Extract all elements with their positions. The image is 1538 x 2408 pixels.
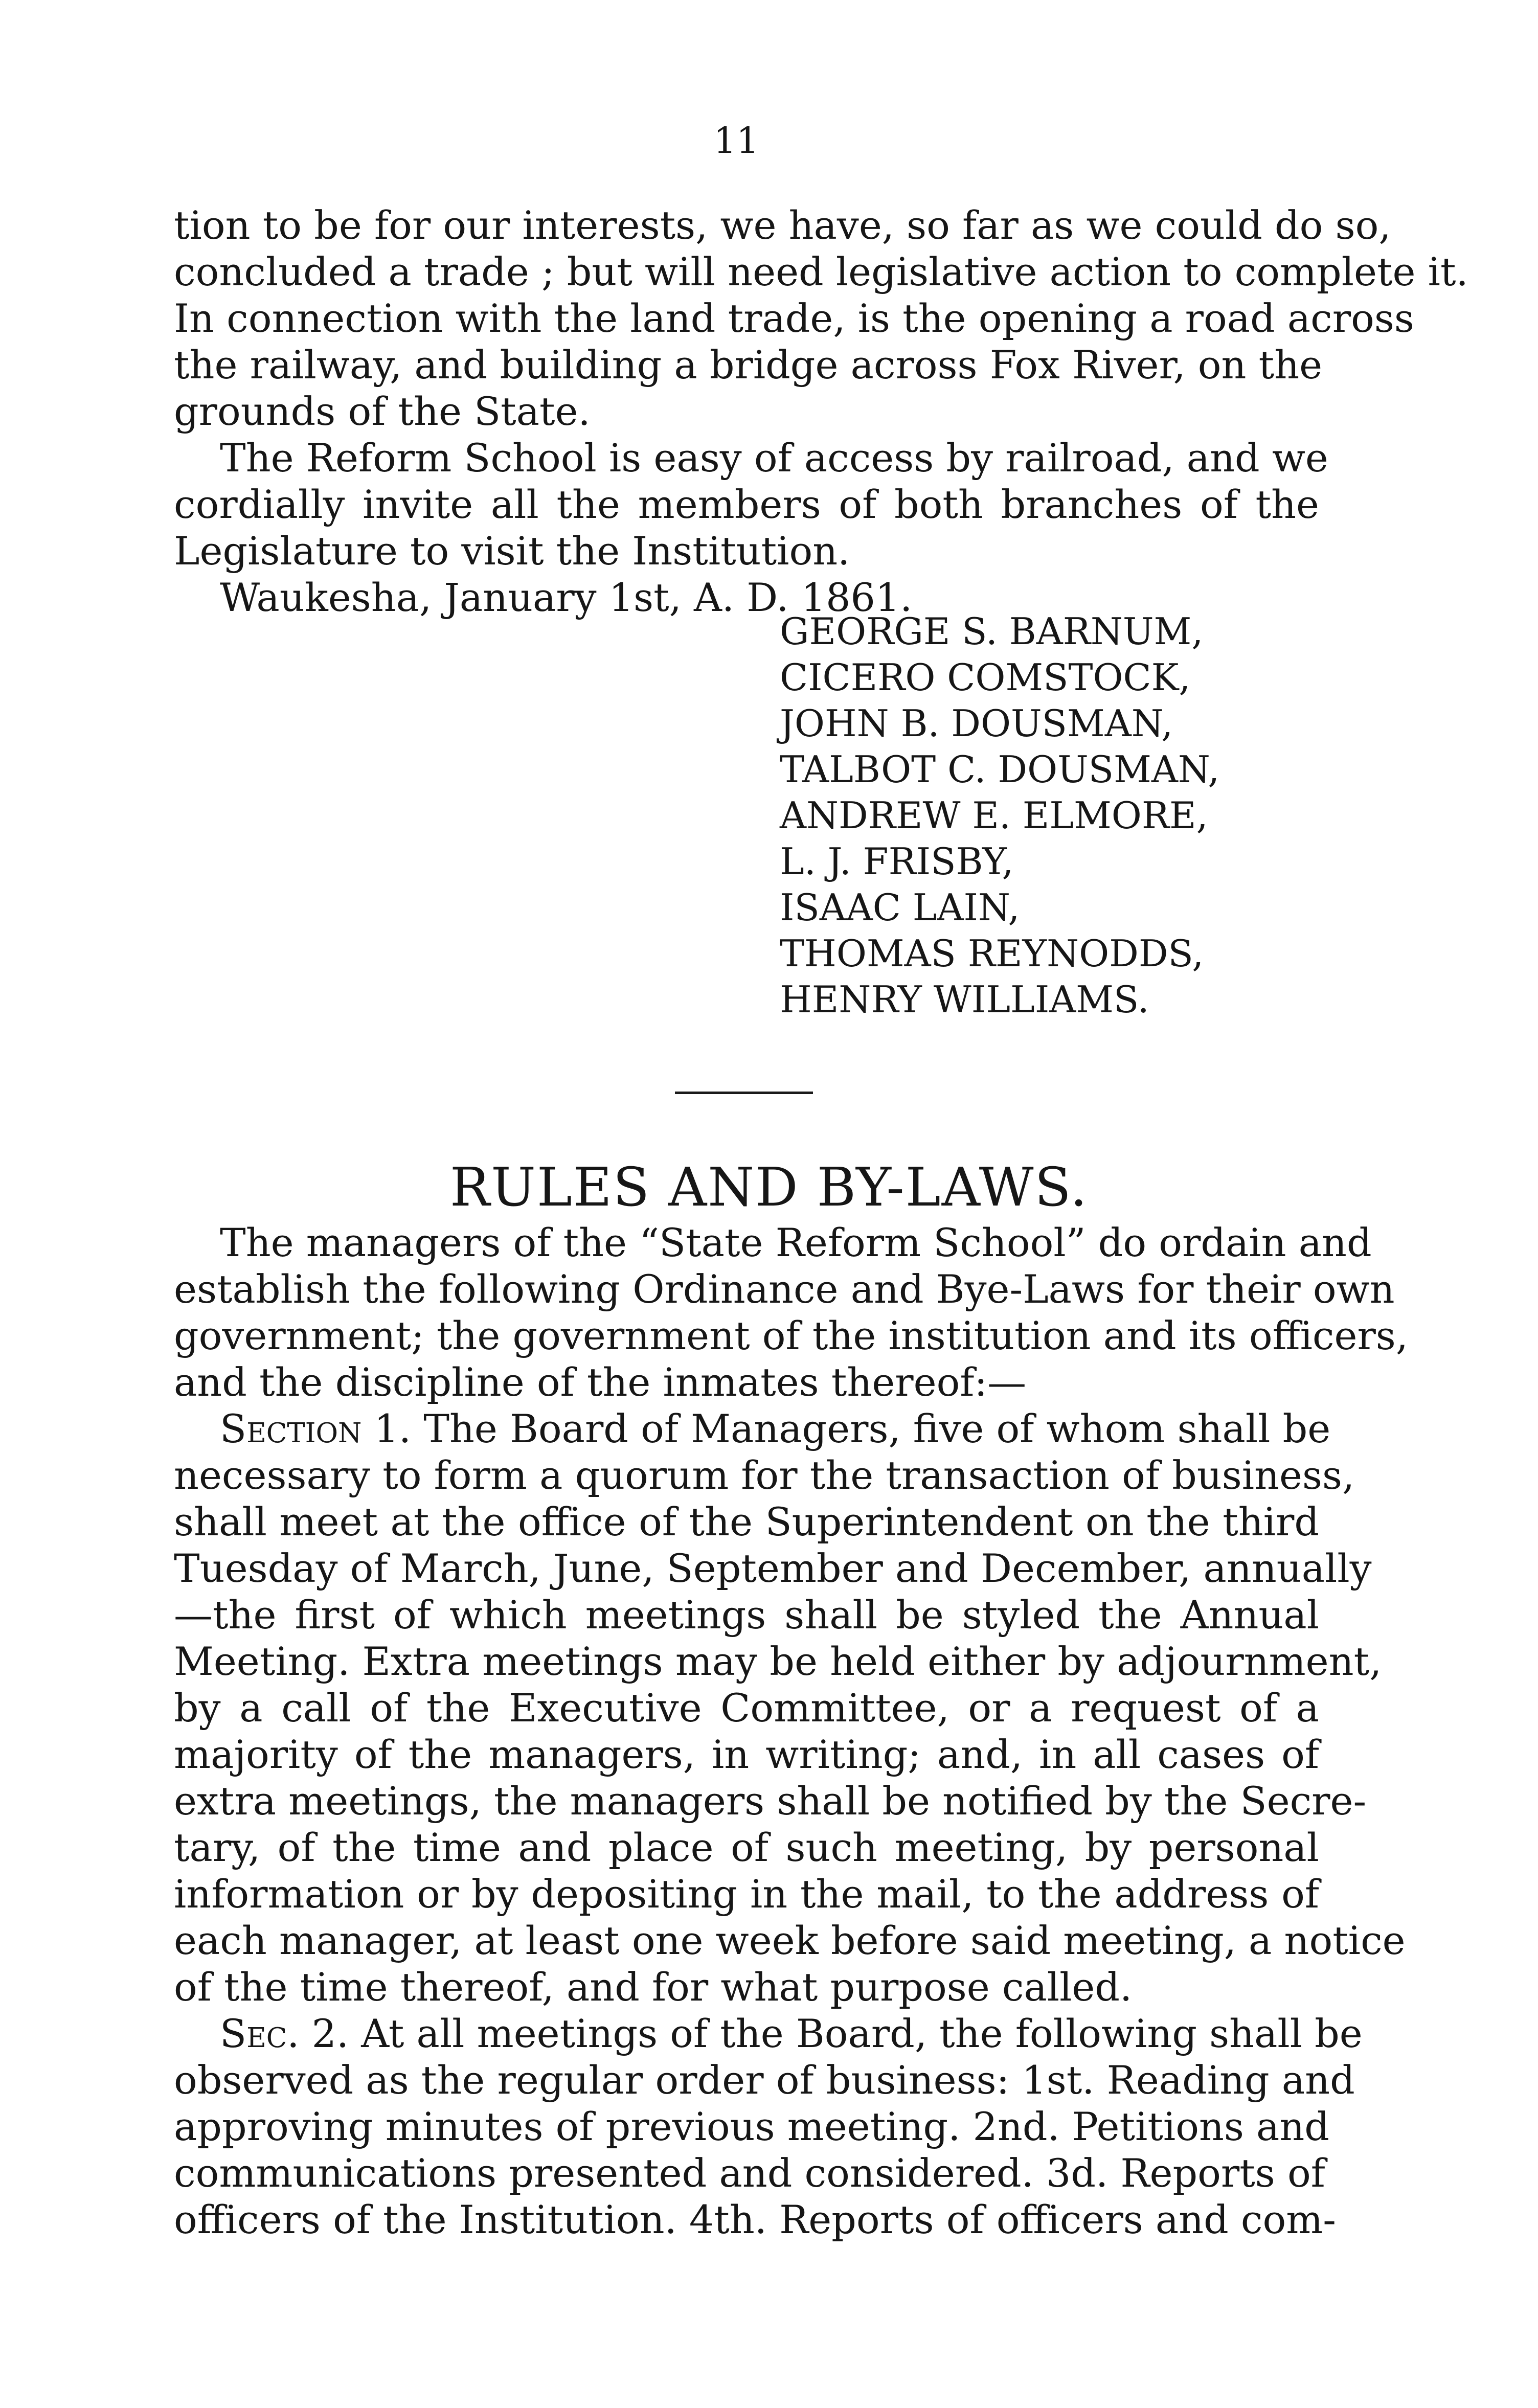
text-line: officers of the Institution. 4th. Reports of officers and com-: [174, 2197, 1336, 2242]
section-label: Sec. 2.: [220, 2011, 349, 2056]
text-line: observed as the regular order of business: 1st. Reading and: [174, 2057, 1355, 2103]
text-line: grounds of the State.: [174, 389, 591, 434]
text-line: cordially invite all the members of both branches of the: [174, 482, 1319, 527]
text-line: government; the government of the institution and its officers,: [174, 1313, 1408, 1358]
text-line: of the time thereof, and for what purpose called.: [174, 1964, 1133, 2010]
text-line: information or by depositing in the mail, to the address of: [174, 1871, 1319, 1917]
text-line: —the first of which meetings shall be styled the Annual: [174, 1592, 1319, 1638]
signatory-list: [780, 608, 1219, 1023]
signatory: CICERO COMSTOCK,: [780, 656, 1191, 699]
signatory: HENRY WILLIAMS.: [780, 978, 1149, 1021]
signatory: ISAAC LAIN,: [780, 886, 1020, 929]
dateline: Waukesha, January 1st, A. D. 1861.: [220, 575, 913, 620]
text-run: At all meetings of the Board, the following shall be: [349, 2011, 1363, 2056]
text-line: communications presented and considered. 3d. Reports of: [174, 2150, 1325, 2196]
signatory: JOHN B. DOUSMAN,: [780, 702, 1173, 745]
signatory: TALBOT C. DOUSMAN,: [780, 748, 1220, 791]
text-line: the railway, and building a bridge across Fox River, on the: [174, 342, 1323, 388]
text-line: establish the following Ordinance and Bye-Laws for their own: [174, 1266, 1395, 1312]
opening-paragraph: [174, 202, 1468, 621]
rules-body: [174, 1219, 1408, 2243]
section-heading: RULES AND BY-LAWS.: [449, 1156, 1089, 1218]
text-line: tary, of the time and place of such meeting, by personal: [174, 1825, 1319, 1870]
section-2-first-line: [174, 2010, 1363, 2057]
page-number: 11: [713, 120, 759, 162]
text-line: necessary to form a quorum for the transaction of business,: [174, 1452, 1355, 1498]
text-line: The managers of the “State Reform School” do ordain and: [220, 1220, 1372, 1265]
text-line: In connection with the land trade, is the opening a road across: [174, 296, 1414, 341]
text-line: tion to be for our interests, we have, so far as we could do so,: [174, 202, 1391, 248]
text-line: Legislature to visit the Institution.: [174, 528, 850, 574]
text-line: approving minutes of previous meeting. 2nd. Petitions and: [174, 2104, 1329, 2149]
text-line: Meeting. Extra meetings may be held either by adjournment,: [174, 1639, 1382, 1684]
text-line: The Reform School is easy of access by railroad, and we: [220, 435, 1328, 481]
text-line: by a call of the Executive Committee, or a request of a: [174, 1685, 1319, 1731]
text-line: majority of the managers, in writing; and, in all cases of: [174, 1732, 1319, 1777]
text-line: Tuesday of March, June, September and December, annually: [174, 1546, 1372, 1591]
text-line: extra meetings, the managers shall be notified by the Secre-: [174, 1778, 1367, 1824]
signatory: ANDREW E. ELMORE,: [780, 794, 1208, 837]
text-run: The Board of Managers, five of whom shall be: [411, 1406, 1331, 1451]
signatory: THOMAS REYNODDS,: [780, 932, 1204, 975]
text-line: and the discipline of the inmates thereof:—: [174, 1359, 1027, 1405]
section-divider: [675, 1092, 813, 1094]
signatory: L. J. FRISBY,: [780, 840, 1014, 883]
text-line: shall meet at the office of the Superintendent on the third: [174, 1499, 1319, 1544]
section-1-first-line: [174, 1405, 1331, 1452]
text-line: each manager, at least one week before said meeting, a notice: [174, 1918, 1406, 1963]
section-label: Section 1.: [220, 1406, 412, 1451]
signatory: GEORGE S. BARNUM,: [780, 610, 1204, 653]
text-line: concluded a trade ; but will need legislative action to complete it.: [174, 249, 1468, 294]
